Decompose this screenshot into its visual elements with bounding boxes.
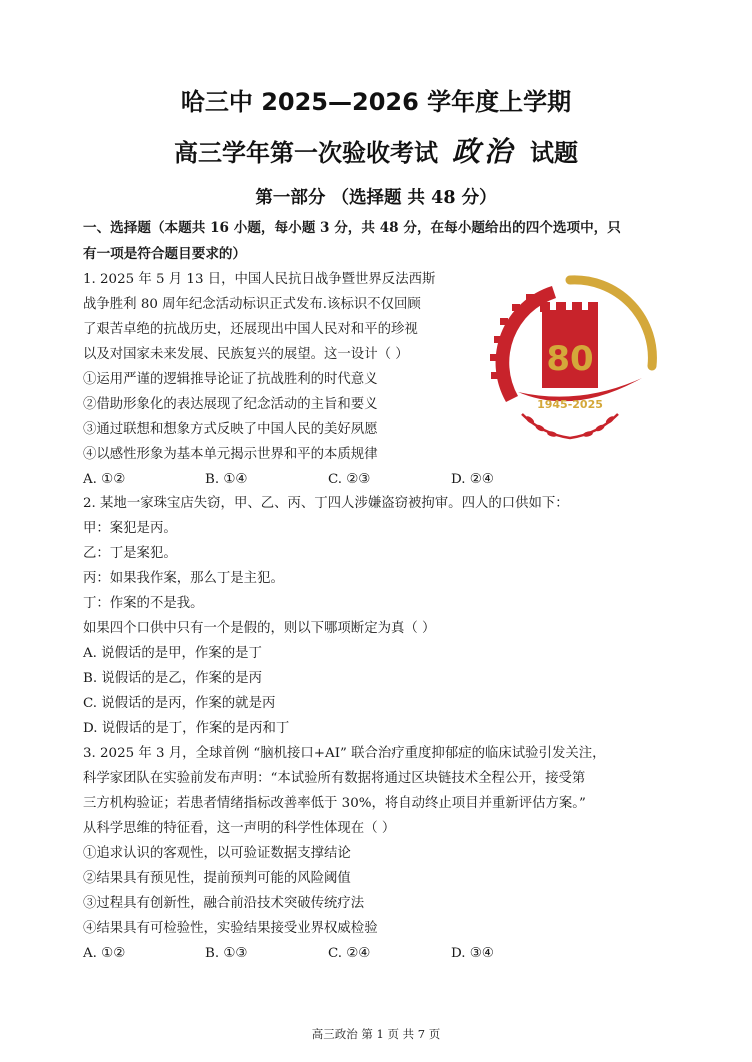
q3-option-c[interactable]: C. ②④ <box>328 946 371 961</box>
q2-statement-jia: 甲：案犯是丙。 <box>83 521 177 536</box>
emblem-wreath <box>522 414 618 438</box>
section-instruction-line1: 一、选择题（本题共 16 小题，每小题 3 分，共 48 分，在每小题给出的四个选项中，只 <box>83 220 621 236</box>
q1-stem-line4: 以及对国家未来发展、民族复兴的展望。这一设计（ ） <box>83 347 409 362</box>
q1-item-3: ③通过联想和想象方式反映了中国人民的美好夙愿 <box>83 422 378 437</box>
q3-option-b[interactable]: B. ①③ <box>205 946 248 961</box>
emblem-number: 80 <box>546 339 594 379</box>
emblem-years: 1945-2025 <box>537 398 603 411</box>
q3-item-2: ②结果具有预见性，提前预判可能的风险阈值 <box>83 871 351 886</box>
q1-item-2: ②借助形象化的表达展现了纪念活动的主旨和要义 <box>83 397 378 412</box>
q1-stem-line3: 了艰苦卓绝的抗战历史，还展现出中国人民对和平的珍视 <box>83 322 418 337</box>
q2-stem: 2. 某地一家珠宝店失窃，甲、乙、丙、丁四人涉嫌盗窃被拘审。四人的口供如下： <box>83 496 569 511</box>
q1-item-1: ①运用严谨的逻辑推导论证了抗战胜利的时代意义 <box>83 372 378 387</box>
exam-title-line2 <box>0 130 752 170</box>
q3-stem-line1: 3. 2025 年 3 月，全球首例 “脑机接口+AI” 联合治疗重度抑郁症的临床试验引发关注， <box>83 746 606 761</box>
anniversary-emblem-logo <box>482 274 668 450</box>
q2-question: 如果四个口供中只有一个是假的，则以下哪项断定为真（ ） <box>83 621 436 636</box>
part-title: 第一部分 （选择题 共 48 分） <box>255 188 497 208</box>
q2-statement-yi: 乙：丁是案犯。 <box>83 546 177 561</box>
q1-option-d[interactable]: D. ②④ <box>451 472 494 487</box>
q2-option-b[interactable]: B. 说假话的是乙，作案的是丙 <box>83 671 263 686</box>
section-instruction-line2: 有一项是符合题目要求的） <box>83 246 247 262</box>
page-footer: 高三政治 第 1 页 共 7 页 <box>311 1027 441 1041</box>
q2-statement-ding: 丁：作案的不是我。 <box>83 596 204 611</box>
q2-statement-bing: 丙：如果我作案，那么丁是主犯。 <box>83 571 284 586</box>
q1-stem-line2: 战争胜利 80 周年纪念活动标识正式发布.该标识不仅回顾 <box>83 297 421 312</box>
exam-subject: 政治 <box>451 135 516 168</box>
q3-stem-line3: 三方机构验证；若患者情绪指标改善率低于 30%，将自动终止项目并重新评估方案。” <box>83 796 586 811</box>
q3-stem-line2: 科学家团队在实验前发布声明：“本试验所有数据将通过区块链技术全程公开，接受第 <box>83 771 586 786</box>
q1-stem-line1: 1. 2025 年 5 月 13 日，中国人民抗日战争暨世界反法西斯 <box>83 272 436 287</box>
q3-stem-line4: 从科学思维的特征看，这一声明的科学性体现在（ ） <box>83 821 396 836</box>
q3-item-3: ③过程具有创新性，融合前沿技术突破传统疗法 <box>83 896 365 911</box>
exam-title-suffix: 试题 <box>530 139 578 167</box>
q1-option-c[interactable]: C. ②③ <box>328 472 371 487</box>
exam-title-prefix: 高三学年第一次验收考试 <box>173 139 438 167</box>
q1-option-a[interactable]: A. ①② <box>83 472 126 487</box>
q3-item-1: ①追求认识的客观性，以可验证数据支撑结论 <box>83 846 351 861</box>
q3-item-4: ④结果具有可检验性，实验结果接受业界权威检验 <box>83 921 378 936</box>
q1-item-4: ④以感性形象为基本单元揭示世界和平的本质规律 <box>83 447 378 462</box>
q3-option-d[interactable]: D. ③④ <box>451 946 494 961</box>
exam-title-line1: 哈三中 2025—2026 学年度上学期 <box>180 88 572 116</box>
q1-option-b[interactable]: B. ①④ <box>205 472 248 487</box>
q2-option-d[interactable]: D. 说假话的是丁，作案的是丙和丁 <box>83 721 290 736</box>
q2-option-a[interactable]: A. 说假话的是甲，作案的是丁 <box>83 646 262 661</box>
q3-option-a[interactable]: A. ①② <box>83 946 126 961</box>
q2-option-c[interactable]: C. 说假话的是丙，作案的就是丙 <box>83 696 276 711</box>
